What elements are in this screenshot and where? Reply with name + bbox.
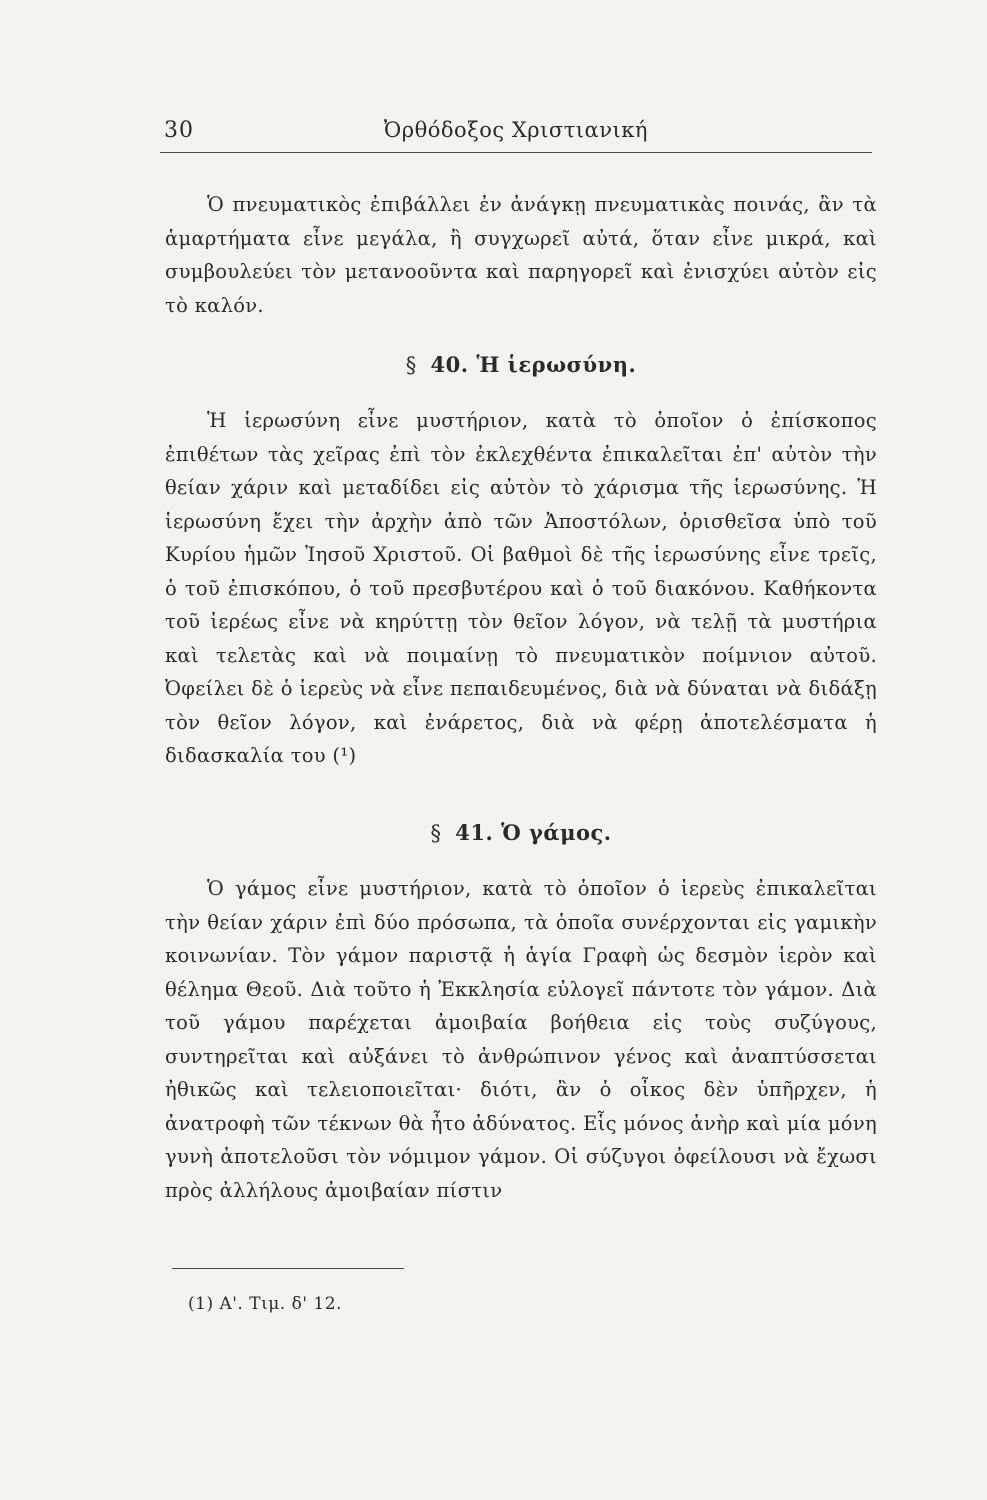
- page-number: 30: [164, 118, 194, 143]
- header-rule: [160, 152, 872, 153]
- paragraph-text: [165, 404, 877, 773]
- paragraph-confession: [165, 188, 877, 322]
- section-number: 41.: [455, 820, 494, 845]
- paragraph-text: Ὁ πνευματικὸς ἐπιβάλλει ἐν ἀνάγκῃ πνευματικὰς ποινάς, ἂν τὰ ἁμαρτήματα εἶνε μεγάλα, ἢ συγχωρεῖ αὐτά, ὅταν εἶνε μικρά, καὶ συμβουλεύει τὸν μετανοοῦντα καὶ παρηγορεῖ καὶ ἐνισχύει αὐτὸν εἰς τὸ καλόν.: [165, 193, 877, 317]
- paragraph-body: Ἡ ἱερωσύνη εἶνε μυστήριον, κατὰ τὸ ὁποῖον ὁ ἐπίσκοπος ἐπιθέτων τὰς χεῖρας ἐπὶ τὸν ἐκλεχθέντα ἐπικαλεῖται ἐπ' αὐτὸν τὴν θείαν χάριν καὶ μεταδίδει εἰς αὐτὸν τὸ χάρισμα τῆς ἱερωσύνης. Ἡ ἱερωσύνη ἔχει τὴν ἀρχὴν ἀπὸ τῶν Ἀποστόλων, ὁρισθεῖσα ὑπὸ τοῦ Κυρίου ἡμῶν Ἰησοῦ Χριστοῦ. Οἱ βαθμοὶ δὲ τῆς ἱερωσύνης εἶνε τρεῖς, ὁ τοῦ ἐπισκόπου, ὁ τοῦ πρεσβυτέρου καὶ ὁ τοῦ διακόνου. Καθήκοντα τοῦ ἱερέως εἶνε νὰ κηρύττῃ τὸν θεῖον λόγον, νὰ τελῇ τὰ μυστήρια καὶ τελετὰς καὶ νὰ ποιμαίνῃ τὸ πνευματικὸν ποίμνιον αὐτοῦ. Ὀφείλει δὲ ὁ ἱερεὺς νὰ εἶνε πεπαιδευμένος, διὰ νὰ δύναται νὰ διδάξῃ τὸν θεῖον λόγον, καὶ ἐνάρετος, διὰ νὰ φέρῃ ἀποτελέσματα ἡ διδασκαλία του: [165, 409, 877, 767]
- section-title: Ἡ ἱερωσύνη.: [476, 352, 637, 377]
- section-sign: §: [430, 821, 442, 845]
- paragraph-text: Ὁ γάμος εἶνε μυστήριον, κατὰ τὸ ὁποῖον ὁ ἱερεὺς ἐπικαλεῖται τὴν θείαν χάριν ἐπὶ δύο πρόσωπα, τὰ ὁποῖα συνέρχονται εἰς γαμικὴν κοινωνίαν. Τὸν γάμον παριστᾷ ἡ ἁγία Γραφὴ ὡς δεσμὸν ἱερὸν καὶ θέλημα Θεοῦ. Διὰ τοῦτο ἡ Ἐκκλησία εὐλογεῖ πάντοτε τὸν γάμον. Διὰ τοῦ γάμου παρέχεται ἀμοιβαία βοήθεια εἰς τοὺς συζύγους, συντηρεῖται καὶ αὐξάνει τὸ ἀνθρώπινον γένος καὶ ἀναπτύσσεται ἠθικῶς καὶ τελειοποιεῖται· διότι, ἂν ὁ οἶκος δὲν ὑπῆρχεν, ἡ ἀνατροφὴ τῶν τέκνων θὰ ἦτο ἀδύνατος. Εἷς μόνος ἀνὴρ καὶ μία μόνη γυνὴ ἀποτελοῦσι τὸν νόμιμον γάμον. Οἱ σύζυγοι ὀφείλουσι νὰ ἔχωσι πρὸς ἀλλήλους ἀμοιβαίαν πίστιν: [165, 877, 877, 1202]
- paragraph-marriage: [165, 872, 877, 1207]
- footnote-reference: (¹): [332, 744, 357, 767]
- section-heading-40: [165, 352, 877, 377]
- paragraph-priesthood: [165, 404, 877, 773]
- section-sign: §: [405, 353, 417, 377]
- footnote: (1) Α'. Τιμ. δ' 12.: [188, 1294, 342, 1314]
- section-heading-41: [165, 820, 877, 845]
- footnote-rule: [172, 1268, 404, 1269]
- running-title: Ὀρθόδοξος Χριστιανική: [384, 118, 648, 142]
- section-title: Ὁ γάμος.: [501, 820, 612, 845]
- section-number: 40.: [430, 352, 469, 377]
- running-head: [160, 118, 872, 154]
